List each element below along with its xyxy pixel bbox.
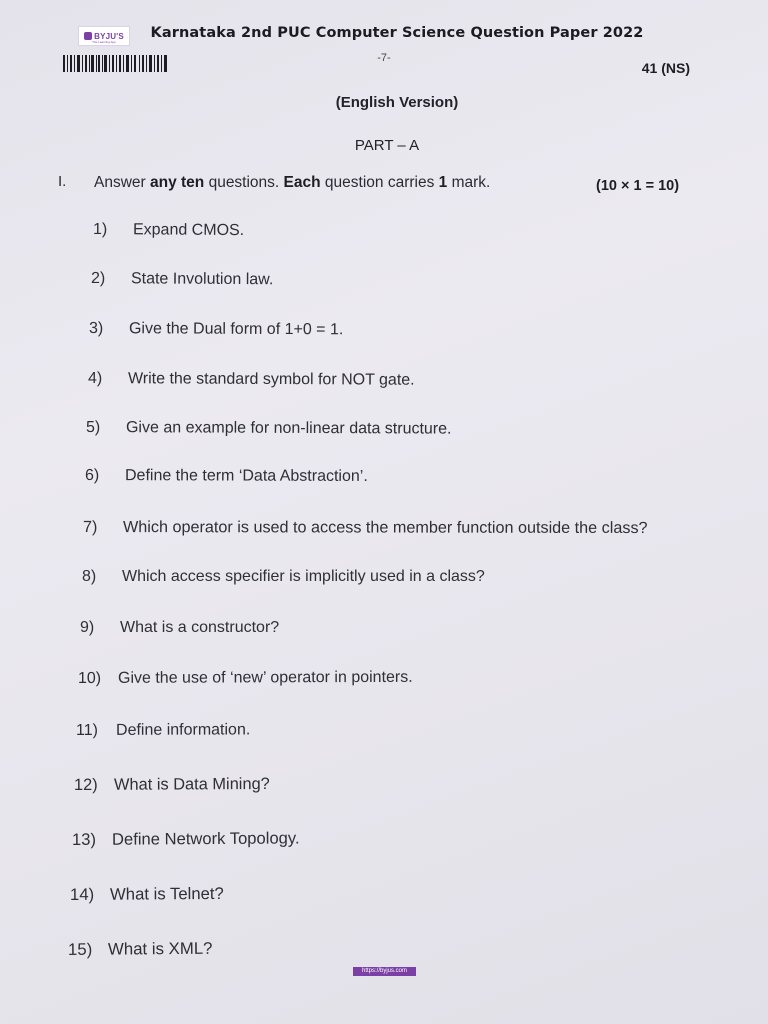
question-text: What is XML? [107, 938, 213, 959]
question-text: Which operator is used to access the member function outside the class? [122, 518, 648, 537]
question-text: Give an example for non-linear data structure. [125, 419, 452, 438]
question-text: Define the term ‘Data Abstraction’. [124, 467, 368, 485]
question-number: 9) [80, 619, 95, 636]
question-item [82, 568, 485, 586]
question-text: What is Telnet? [109, 883, 224, 904]
question-number: 10) [77, 669, 102, 687]
question-item [83, 518, 648, 538]
question-number: 12) [73, 775, 98, 794]
question-text: What is Data Mining? [113, 774, 270, 794]
part-heading: PART – A [354, 137, 420, 154]
question-text: Define Network Topology. [111, 828, 300, 849]
paper-code: 41 (NS) [641, 60, 690, 76]
section-number: I. [58, 173, 67, 190]
paper-title: Karnataka 2nd PUC Computer Science Question Paper 2022 [150, 25, 644, 41]
section-marks: (10 × 1 = 10) [596, 178, 680, 194]
question-text: Write the standard symbol for NOT gate. [127, 370, 415, 389]
question-number: 11) [75, 721, 98, 739]
page-number: -7- [377, 52, 391, 64]
question-number: 15) [67, 939, 93, 959]
question-item [93, 221, 244, 240]
question-text: Give the use of ‘new’ operator in pointers. [117, 668, 413, 687]
question-item [74, 775, 270, 795]
question-item [89, 320, 343, 339]
question-item [80, 619, 279, 637]
language-version: (English Version) [335, 94, 459, 111]
question-item [76, 721, 250, 740]
question-item [70, 884, 224, 905]
question-text: Define information. [115, 721, 251, 739]
section-instruction: Answer any ten questions. Each question carries 1 mark. [94, 174, 491, 191]
question-text: State Involution law. [130, 270, 274, 289]
question-number: 6) [84, 467, 100, 485]
question-item [91, 270, 273, 289]
question-text: Give the Dual form of 1+0 = 1. [128, 320, 344, 339]
question-item [68, 939, 213, 960]
question-text: What is a constructor? [120, 619, 280, 636]
question-number: 14) [69, 884, 95, 904]
question-number: 7) [82, 518, 98, 537]
question-number: 2) [90, 270, 106, 288]
question-number: 5) [85, 419, 101, 437]
question-item [78, 669, 413, 688]
question-number: 8) [82, 568, 97, 585]
question-item [88, 370, 415, 390]
question-number: 3) [88, 320, 104, 338]
question-item [86, 419, 452, 439]
question-item [85, 467, 368, 486]
question-item [72, 828, 300, 850]
question-number: 4) [87, 370, 103, 388]
byjus-logo-text: BYJU'S [94, 31, 124, 41]
question-text: Which access specifier is implicitly used in a class? [122, 568, 485, 585]
question-number: 13) [71, 829, 97, 849]
question-number: 1) [92, 221, 108, 239]
question-text: Expand CMOS. [132, 221, 245, 240]
website-link[interactable]: https://byjus.com [353, 967, 416, 976]
byjus-logo-tagline: The Learning App [92, 40, 116, 44]
